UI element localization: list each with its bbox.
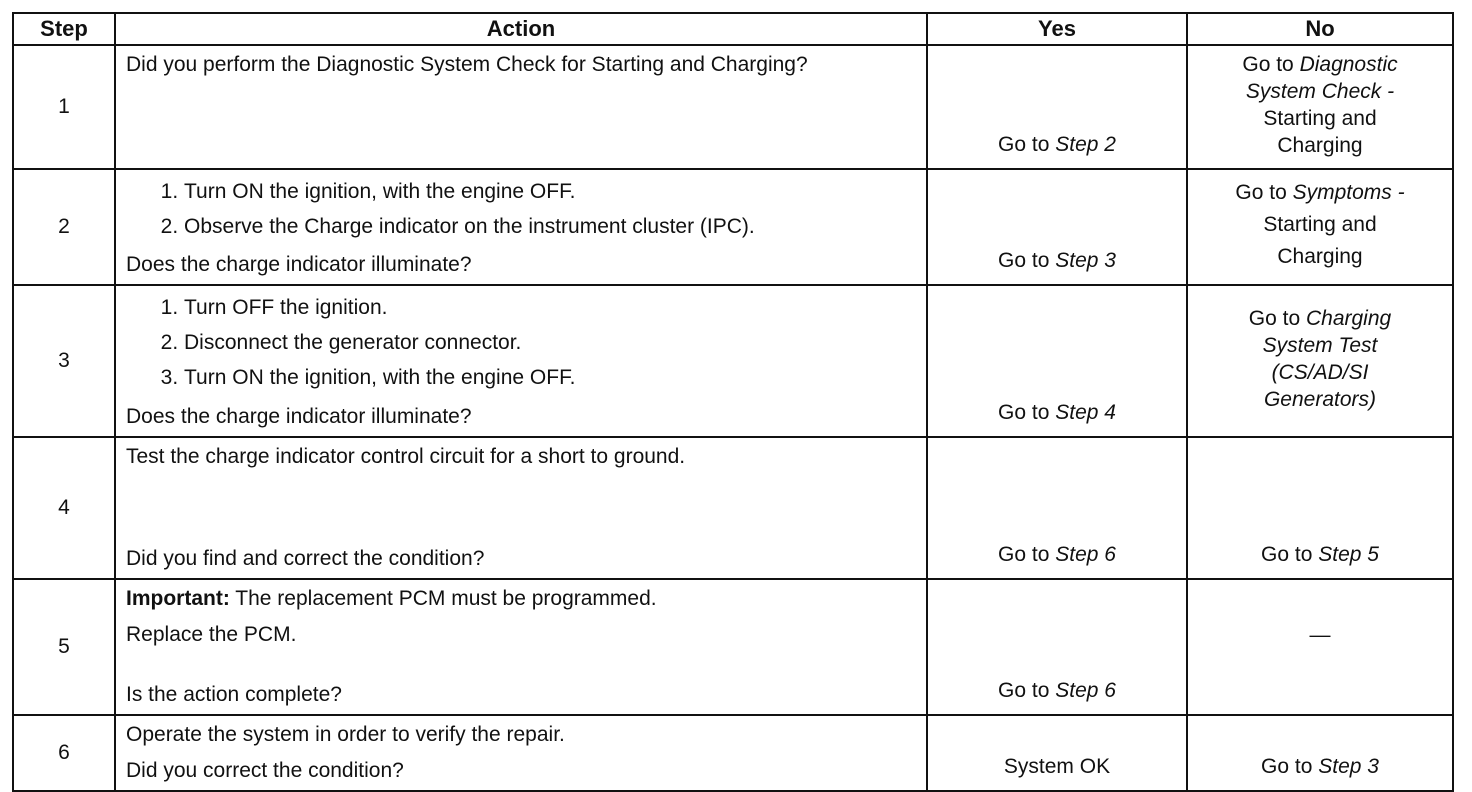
action-question: Does the charge indicator illuminate? (126, 253, 472, 276)
no-outcome: Go to Charging System Test (CS/AD/SI Generators) (1248, 307, 1392, 411)
diagnostic-table (12, 12, 1454, 792)
yes-outcome: Go to Step 6 (998, 679, 1116, 702)
no-outcome: Go to Step 5 (1261, 543, 1379, 566)
table-row (13, 437, 1453, 579)
step-number: 3 (13, 285, 115, 437)
yes-outcome: Go to Step 3 (998, 249, 1116, 272)
step-number: 1 (13, 45, 115, 169)
table-row (13, 169, 1453, 285)
yes-outcome: Go to Step 6 (998, 543, 1116, 566)
action-text: Replace the PCM. (126, 623, 297, 646)
action-steps (126, 290, 916, 395)
step-number: 2 (13, 169, 115, 285)
action-text: Test the charge indicator control circuit for a short to ground. (126, 445, 686, 468)
action-question: Is the action complete? (126, 683, 342, 706)
header-action: Action (115, 13, 927, 45)
action-step: 3. Turn ON the ignition, with the engine OFF. (184, 360, 916, 395)
header-step: Step (13, 13, 115, 45)
table-row (13, 715, 1453, 791)
header-row (13, 13, 1453, 45)
table-row (13, 285, 1453, 437)
action-question: Does the charge indicator illuminate? (126, 405, 472, 428)
table-row (13, 579, 1453, 715)
action-question: Did you find and correct the condition? (126, 547, 485, 570)
header-yes: Yes (927, 13, 1187, 45)
yes-outcome: Go to Step 2 (998, 133, 1116, 156)
action-step: 1. Turn ON the ignition, with the engine OFF. (184, 174, 916, 209)
table-row (13, 45, 1453, 169)
action-step: 2. Observe the Charge indicator on the instrument cluster (IPC). (184, 209, 916, 244)
action-text: Did you perform the Diagnostic System Check for Starting and Charging? (126, 53, 808, 76)
action-step: 2. Disconnect the generator connector. (184, 325, 916, 360)
action-step: 1. Turn OFF the ignition. (184, 290, 916, 325)
step-number: 5 (13, 579, 115, 715)
no-outcome: Go to Diagnostic System Check - Starting and Charging (1242, 53, 1398, 157)
action-text: Operate the system in order to verify the repair. (126, 723, 565, 746)
important-note: Important: The replacement PCM must be programmed. (126, 587, 657, 610)
step-number: 4 (13, 437, 115, 579)
yes-outcome: System OK (1003, 755, 1111, 778)
no-outcome: — (1309, 623, 1331, 647)
header-no: No (1187, 13, 1453, 45)
action-question: Did you correct the condition? (126, 759, 404, 782)
yes-outcome: Go to Step 4 (998, 401, 1116, 424)
action-steps (126, 174, 916, 244)
no-outcome: Go to Symptoms - Starting and Charging (1235, 181, 1405, 268)
step-number: 6 (13, 715, 115, 791)
no-outcome: Go to Step 3 (1261, 755, 1379, 778)
